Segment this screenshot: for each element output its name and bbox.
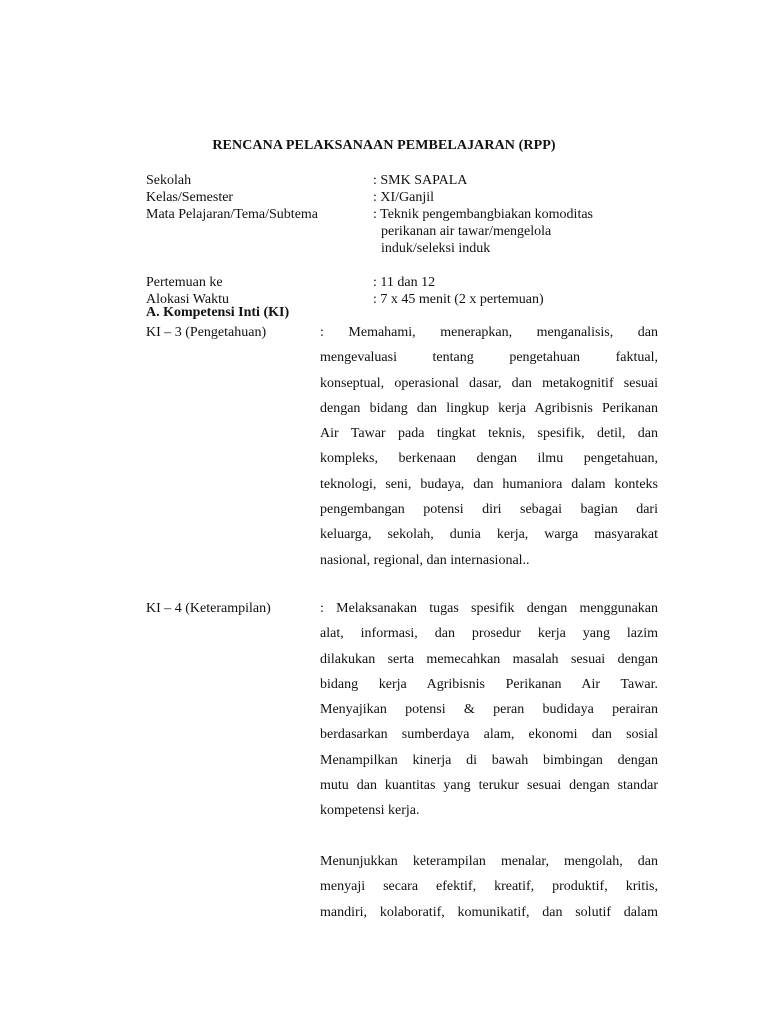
label-sekolah: Sekolah bbox=[146, 173, 192, 188]
ki4-line: mutu dan kuantitas yang terukur sesuai dengan standar bbox=[320, 778, 658, 794]
ki3-line: dengan bidang dan lingkup kerja Agribisnis Perikanan bbox=[320, 400, 658, 416]
identity-block bbox=[146, 172, 666, 308]
value-mapel-line-1: : Teknik pengembangbiakan komoditas bbox=[373, 207, 593, 222]
value-pertemuan: : 11 dan 12 bbox=[373, 275, 436, 290]
ki3-line: mengevaluasi tentang pengetahuan faktual, bbox=[320, 350, 658, 366]
ki4-line: mandiri, kolaboratif, komunikatif, dan solutif dalam bbox=[320, 904, 658, 920]
info-row-sekolah bbox=[146, 172, 666, 189]
ki3-line: pengembangan potensi diri sebagai bagian dari bbox=[320, 502, 658, 518]
info-row-kelas bbox=[146, 189, 666, 206]
ki4-label: KI – 4 (Keterampilan) bbox=[146, 601, 271, 616]
label-alokasi: Alokasi Waktu bbox=[146, 292, 229, 307]
section-heading-ki: A. Kompetensi Inti (KI) bbox=[146, 305, 290, 320]
ki3-line: Air Tawar pada tingkat teknis, spesifik, detil, dan bbox=[320, 426, 658, 442]
label-kelas: Kelas/Semester bbox=[146, 190, 234, 205]
ki3-block bbox=[146, 320, 658, 580]
label-pertemuan: Pertemuan ke bbox=[146, 275, 223, 290]
ki3-line: konseptual, operasional dasar, dan metakognitif sesuai bbox=[320, 375, 658, 391]
ki4-line: alat, informasi, dan prosedur kerja yang lazim bbox=[320, 626, 658, 642]
info-row-mapel bbox=[146, 206, 666, 257]
ki3-label: KI – 3 (Pengetahuan) bbox=[146, 325, 267, 340]
ki3-line: keluarga, sekolah, dunia kerja, warga masyarakat bbox=[320, 527, 658, 543]
ki4-line: berdasarkan sumberdaya alam, ekonomi dan sosial bbox=[320, 727, 658, 743]
value-kelas: : XI/Ganjil bbox=[373, 190, 435, 205]
ki4-line: bidang kerja Agribisnis Perikanan Air Tawar. bbox=[320, 676, 658, 692]
ki4-line: kompetensi kerja. bbox=[320, 803, 420, 819]
value-mapel bbox=[373, 206, 666, 257]
ki4-line: Menampilkan kinerja di bawah bimbingan dengan bbox=[320, 752, 658, 768]
document-title: RENCANA PELAKSANAAN PEMBELAJARAN (RPP) bbox=[212, 138, 556, 153]
value-sekolah: : SMK SAPALA bbox=[373, 173, 468, 188]
value-alokasi: : 7 x 45 menit (2 x pertemuan) bbox=[373, 292, 544, 307]
value-mapel-line-2: perikanan air tawar/mengelola bbox=[381, 224, 552, 239]
ki3-line: nasional, regional, dan internasional.. bbox=[320, 552, 530, 568]
label-mapel: Mata Pelajaran/Tema/Subtema bbox=[146, 207, 319, 222]
ki4-line: : Melaksanakan tugas spesifik dengan menggunakan bbox=[320, 601, 658, 616]
ki4-block bbox=[146, 596, 658, 936]
info-row-pertemuan bbox=[146, 274, 666, 291]
ki3-body bbox=[320, 320, 658, 573]
ki3-line: teknologi, seni, budaya, dan humaniora dalam konteks bbox=[320, 476, 658, 492]
ki4-line: Menunjukkan keterampilan menalar, mengolah, dan bbox=[320, 853, 658, 869]
ki3-line: : Memahami, menerapkan, menganalisis, dan bbox=[320, 325, 658, 340]
paragraph-gap bbox=[320, 824, 658, 849]
ki4-line: Menyajikan potensi & peran budidaya perairan bbox=[320, 702, 658, 718]
ki4-body bbox=[320, 596, 658, 925]
spacer bbox=[146, 257, 666, 274]
ki4-line: menyaji secara efektif, kreatif, produktif, kritis, bbox=[320, 879, 658, 895]
ki3-line: kompleks, berkenaan dengan ilmu pengetahuan, bbox=[320, 451, 658, 467]
ki4-line: dilakukan serta memecahkan masalah sesuai dengan bbox=[320, 651, 658, 667]
value-mapel-line-3: induk/seleksi induk bbox=[381, 241, 491, 256]
